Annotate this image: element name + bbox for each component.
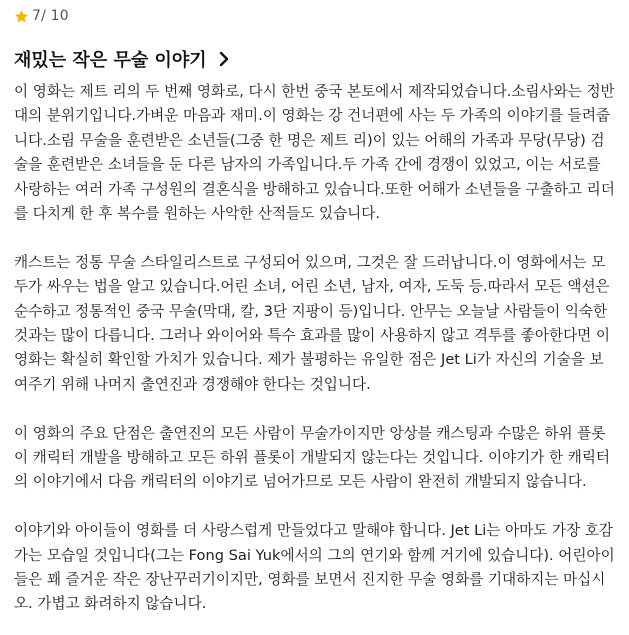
- rating-value: 7/ 10: [32, 8, 69, 24]
- review-body: [14, 80, 615, 617]
- review-paragraph: 이 영화의 주요 단점은 출연진의 모든 사람이 무술가이지만 앙상블 캐스팅과 수많은 하위 플롯이 캐릭터 개발을 방해하고 모든 하위 플롯이 개발되지 않는다는 것입니다. 이야기가 한 캐릭터의 이야기에서 다음 캐릭터의 이야기로 넘어가므로 모든 사람이 완전히 개발되지 않습니다.: [14, 424, 611, 491]
- review-title-link[interactable]: [14, 46, 615, 72]
- star-icon: [14, 9, 29, 24]
- review-paragraph: 이야기와 아이들이 영화를 더 사랑스럽게 만들었다고 말해야 합니다. Jet Li는 아마도 가장 호감 가는 모습일 것입니다(그는 Fong Sai Yuk에서의 그의 연기와 함께 거기에 있습니다). 어린아이들은 꽤 즐거운 작은 장난꾸러기이지만, 영화를 보면서 진지한 무술 영화를 기대하지는 마십시오. 가볍고 화려하지 않습니다.: [14, 522, 615, 613]
- review-paragraph: 캐스트는 정통 무술 스타일리스트로 구성되어 있으며, 그것은 잘 드러납니다.이 영화에서는 모두가 싸우는 법을 알고 있습니다.어린 소녀, 어린 소년, 남자, 여자, 도둑 등.따라서 모든 액션은 순수하고 정통적인 중국 무술(막대, 칼, 3단 지팡이 등)입니다. 안무는 오늘날 사람들이 익숙한 것과는 많이 다릅니다. 그러나 와이어와 특수 효과를 많이 사용하지 않고 격투를 좋아한다면 이 영화는 확실히 확인할 가치가 있습니다. 제가 불평하는 유일한 점은 Jet Li가 자신의 기술을 보여주기 위해 나머지 출연진과 경쟁해야 한다는 것입니다.: [14, 253, 611, 393]
- review-title: 재밌는 작은 무술 이야기: [14, 50, 207, 71]
- rating-row: [14, 6, 615, 26]
- chevron-right-icon: [217, 50, 231, 68]
- review-paragraph: 이 영화는 제트 리의 두 번째 영화로, 다시 한번 중국 본토에서 제작되었습니다.소림사와는 정반대의 분위기입니다.가벼운 마음과 재미.이 영화는 강 건너편에 사는 두 가족의 이야기를 들려줍니다.소림 무술을 훈련받은 소년들(그중 한 명은 제트 리)이 있는 어해의 가족과 무당(무당) 검술을 훈련받은 소녀들을 둔 다른 남자의 가족입니다.두 가족 간에 경쟁이 있었고, 이는 서로를 사랑하는 여러 가족 구성원의 결혼식을 방해하고 있습니다.또한 어해가 소년들을 구출하고 리더를 다치게 한 후 복수를 원하는 사악한 산적들도 있습니다.: [14, 83, 615, 223]
